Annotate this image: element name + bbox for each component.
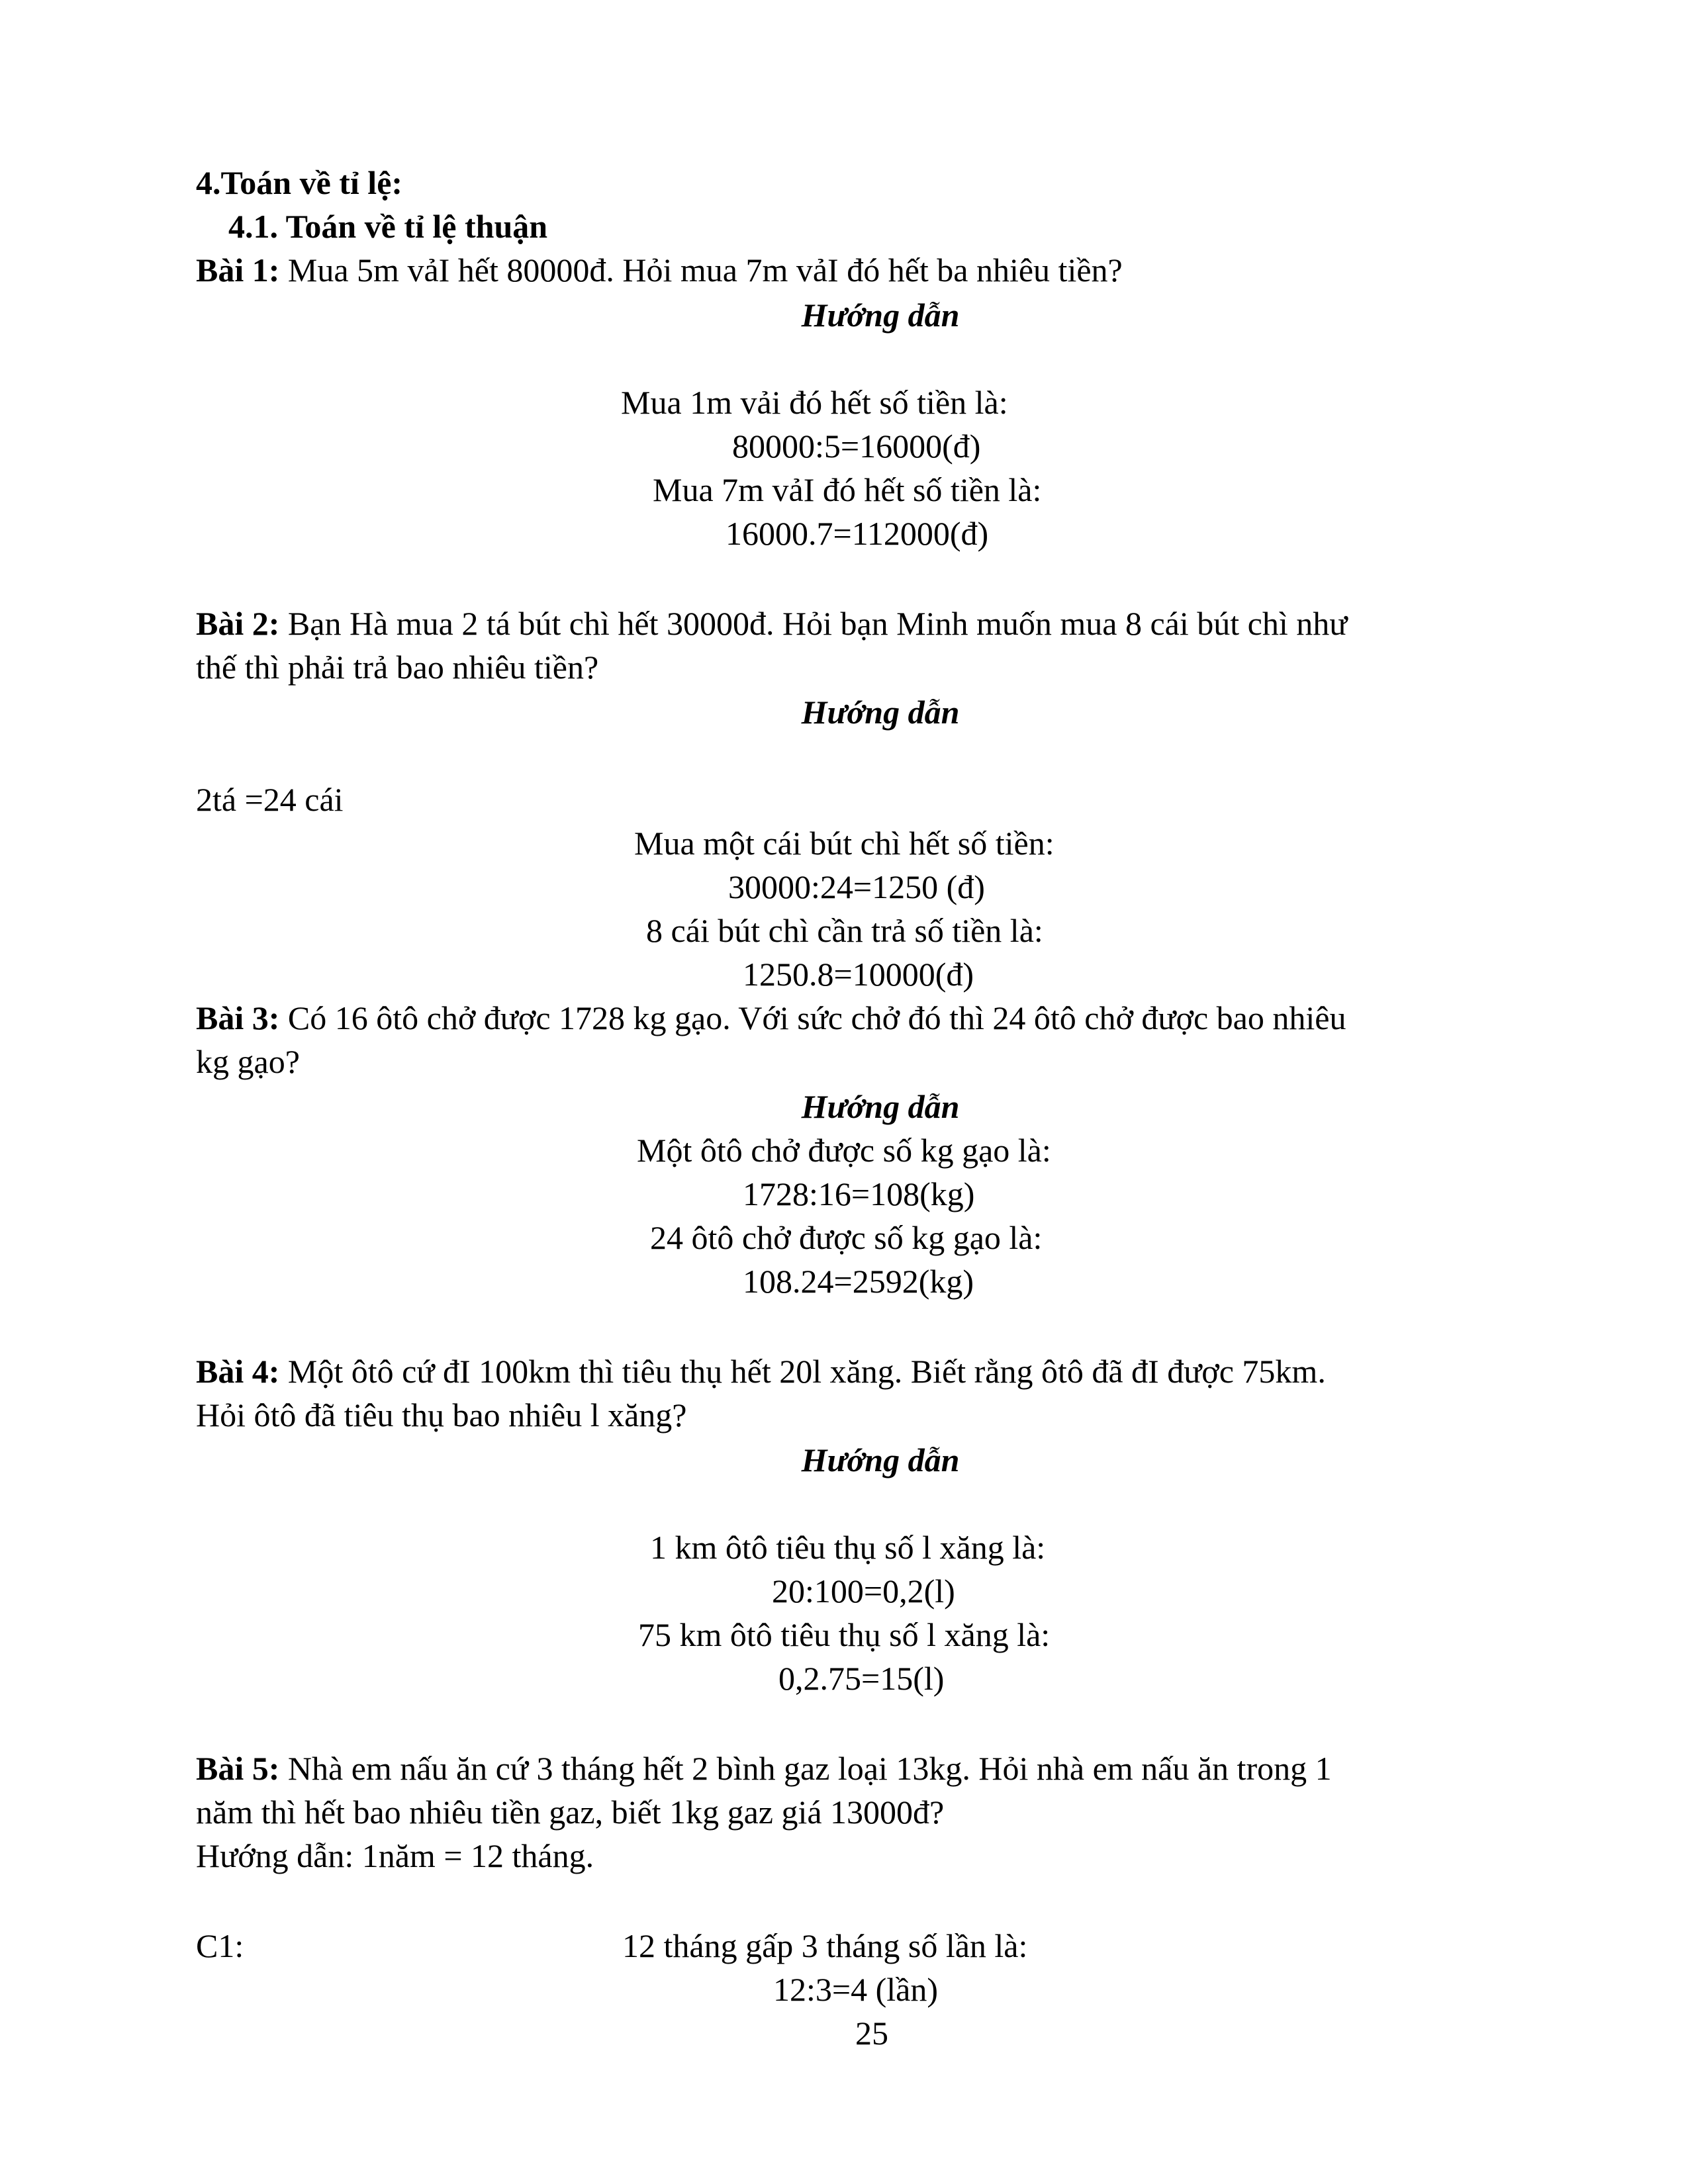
problem-2-solution-line: 1250.8=10000(đ) (743, 956, 974, 993)
problem-2-label: Bài 2: (196, 605, 280, 642)
problem-1-solution-line: Mua 7m vảI đó hết số tiền là: (653, 471, 1042, 508)
problem-4-guide-heading: Hướng dẫn (801, 1441, 960, 1479)
problem-1-guide-heading: Hướng dẫn (801, 296, 960, 334)
problem-2-solution-line: Mua một cái bút chì hết số tiền: (634, 825, 1055, 862)
problem-1-solution-line: 16000.7=112000(đ) (726, 515, 989, 552)
problem-1-solution-line: 80000:5=16000(đ) (732, 428, 981, 465)
problem-4-solution-line: 20:100=0,2(l) (772, 1572, 955, 1610)
problem-3-label: Bài 3: (196, 999, 280, 1036)
problem-3-solution-line: 108.24=2592(kg) (743, 1263, 974, 1300)
problem-4-text: Bài 4: Một ôtô cứ đI 100km thì tiêu thụ hết 20l xăng. Biết rằng ôtô đã đI được 75km. (196, 1353, 1326, 1390)
problem-3-text: Bài 3: Có 16 ôtô chở được 1728 kg gạo. Với sức chở đó thì 24 ôtô chở được bao nhiêu (196, 999, 1346, 1036)
problem-5-text: Bài 5: Nhà em nấu ăn cứ 3 tháng hết 2 bình gaz loại 13kg. Hỏi nhà em nấu ăn trong 1 (196, 1750, 1332, 1787)
problem-4-solution-line: 0,2.75=15(l) (778, 1660, 945, 1697)
problem-4-label: Bài 4: (196, 1353, 280, 1390)
problem-1-solution-line: Mua 1m vải đó hết số tiền là: (621, 384, 1008, 421)
problem-4-solution-line: 75 km ôtô tiêu thụ số l xăng là: (638, 1616, 1051, 1653)
problem-4-text-cont: Hỏi ôtô đã tiêu thụ bao nhiêu l xăng? (196, 1396, 687, 1433)
problem-5-label: Bài 5: (196, 1750, 280, 1787)
problem-4-solution-line: 1 km ôtô tiêu thụ số l xăng là: (650, 1529, 1046, 1566)
problem-5-text-cont: năm thì hết bao nhiêu tiền gaz, biết 1kg gaz giá 13000đ? (196, 1794, 945, 1831)
page-number: 25 (855, 2015, 888, 2052)
problem-5-c1-label: C1: (196, 1927, 244, 1964)
problem-1-label: Bài 1: (196, 251, 280, 289)
section-title: 4.Toán về tỉ lệ: (196, 164, 403, 201)
problem-3-text-cont: kg gạo? (196, 1043, 300, 1080)
problem-2-note: 2tá =24 cái (196, 781, 344, 818)
problem-2-solution-line: 30000:24=1250 (đ) (728, 868, 985, 905)
problem-3-solution-line: 24 ôtô chở được số kg gạo là: (650, 1219, 1043, 1256)
problem-5-hint: Hướng dẫn: 1năm = 12 tháng. (196, 1837, 594, 1874)
problem-2-guide-heading: Hướng dẫn (801, 694, 960, 731)
problem-5-solution-line: 12:3=4 (lần) (773, 1971, 938, 2008)
problem-1-text: Bài 1: Mua 5m vảI hết 80000đ. Hỏi mua 7m vảI đó hết ba nhiêu tiền? (196, 251, 1123, 289)
problem-3-solution-line: 1728:16=108(kg) (743, 1175, 975, 1212)
problem-3-solution-line: Một ôtô chở được số kg gạo là: (637, 1132, 1051, 1169)
problem-2-solution-line: 8 cái bút chì cần trả số tiền là: (646, 912, 1043, 949)
problem-2-text: Bài 2: Bạn Hà mua 2 tá bút chì hết 30000đ. Hỏi bạn Minh muốn mua 8 cái bút chì như (196, 605, 1348, 642)
problem-5-solution-line: 12 tháng gấp 3 tháng số lần là: (622, 1927, 1028, 1964)
problem-2-text-cont: thế thì phải trả bao nhiêu tiền? (196, 649, 599, 686)
section-subtitle: 4.1. Toán về tỉ lệ thuận (228, 208, 548, 245)
problem-3-guide-heading: Hướng dẫn (801, 1088, 960, 1125)
